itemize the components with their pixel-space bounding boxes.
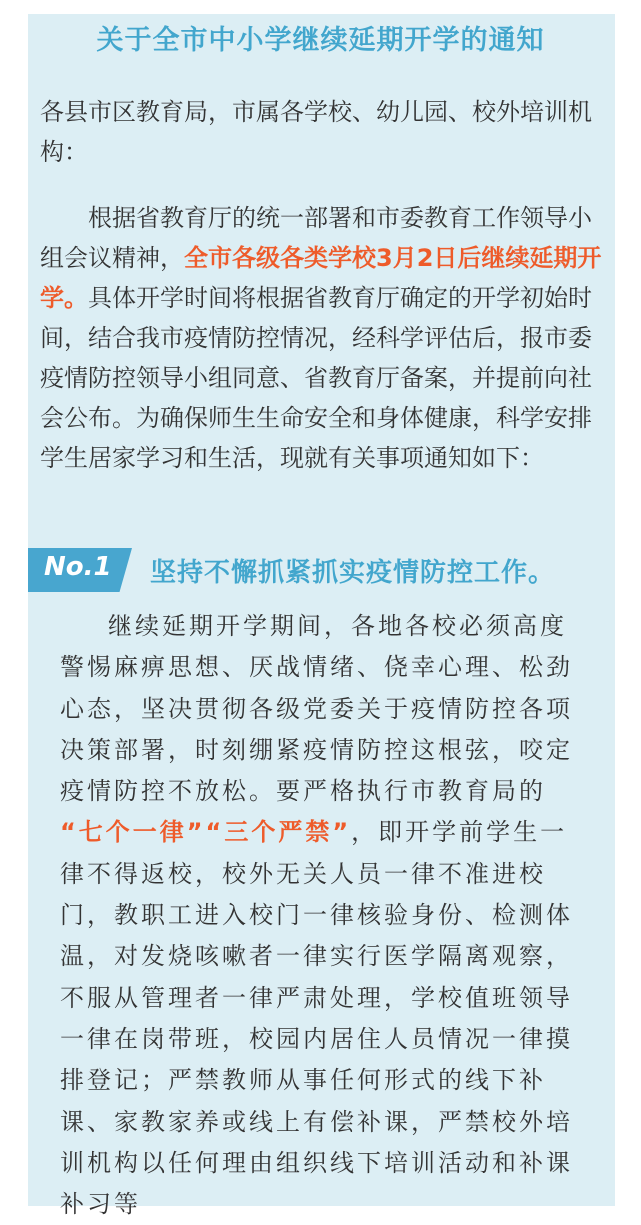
- section-highlight: “七个一律”“三个严禁”: [60, 818, 352, 847]
- intro-highlight: 全市各级各类学校3月2日后继续延期开学。: [40, 244, 602, 312]
- section-paragraph: [60, 606, 585, 1225]
- intro-text-before: 根据省教育厅的统一部署和市委教育工作领导小组会议精神，: [40, 204, 592, 272]
- intro-text-after: 具体开学时间将根据省教育厅确定的开学初始时间，结合我市疫情防控情况，经科学评估后，报市委疫情防控领导小组同意、省教育厅备案，并提前向社会公布。为确保师生生命安全和身体健康，科学安排学生居家学习和生活，现就有关事项通知如下：: [40, 284, 592, 472]
- section-text-after: ，即开学前学生一律不得返校，校外无关人员一律不准进校门，教职工进入校门一律核验身份、检测体温，对发烧咳嗽者一律实行医学隔离观察，不服从管理者一律严肃处理，学校值班领导一律在岗带班，校园内居住人员情况一律摸排登记；严禁教师从事任何形式的线下补课、家教家养或线上有偿补课，严禁校外培训机构以任何理由组织线下培训活动和补课补习等: [60, 818, 573, 1219]
- section-number: No.1: [44, 552, 112, 582]
- addressee: 各县市区教育局，市属各学校、幼儿园、校外培训机构：: [40, 98, 592, 166]
- section-body: [60, 606, 585, 1225]
- section-title: 坚持不懈抓紧抓实疫情防控工作。: [150, 558, 556, 588]
- section-text-before: 继续延期开学期间，各地各校必须高度警惕麻痹思想、厌战情绪、侥幸心理、松劲心态，坚决贯彻各级党委关于疫情防控各项决策部署，时刻绷紧疫情防控这根弦，咬定疫情防控不放松。要严格执行市教育局的: [60, 612, 573, 806]
- notice-title: 关于全市中小学继续延期开学的通知: [96, 25, 545, 56]
- intro-paragraph: [40, 198, 605, 478]
- notice-intro: [40, 92, 605, 478]
